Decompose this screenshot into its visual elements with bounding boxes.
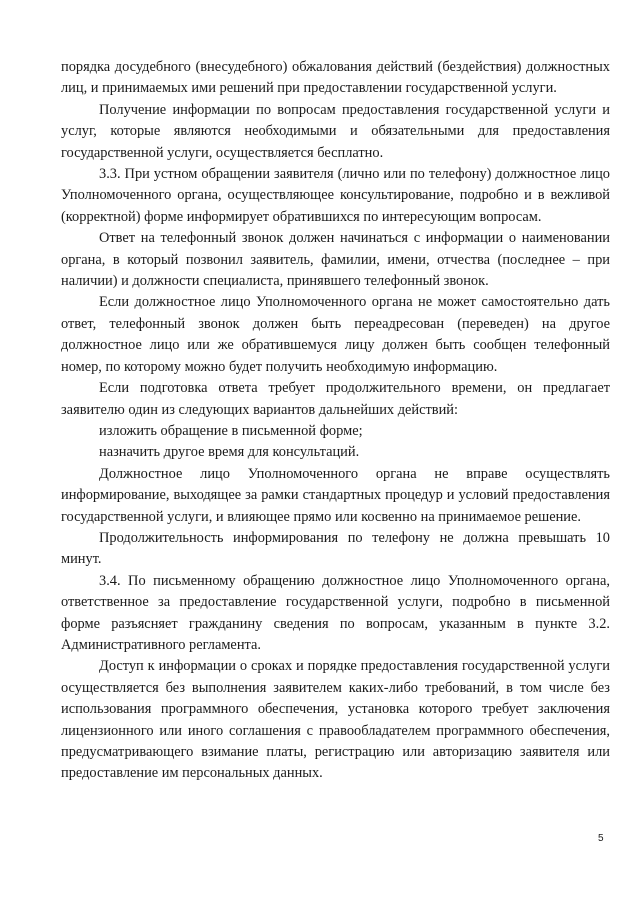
paragraph: Ответ на телефонный звонок должен начинаться с информации о наименовании органа, в который позвонил заявитель, фамилии, имени, отчества (последнее – при наличии) и должности специалиста, принявшего телефонный звонок. xyxy=(61,230,610,290)
body-text xyxy=(61,57,610,785)
paragraph: порядка досудебного (внесудебного) обжалования действий (бездействия) должностных лиц, и принимаемых ими решений при предоставлении государственной услуги. xyxy=(61,59,610,97)
page-number: 5 xyxy=(598,833,604,844)
paragraph: Получение информации по вопросам предоставления государственной услуги и услуг, которые являются необходимыми и обязательными для предоставления государственной услуги, осуществляется бесплатно. xyxy=(61,101,610,161)
list-item: назначить другое время для консультаций. xyxy=(99,444,360,461)
paragraph: 3.3. При устном обращении заявителя (лично или по телефону) должностное лицо Уполномоченного органа, осуществляющее консультирование, подробно и в вежливой (корректной) форме информирует обратившихся по интересующим вопросам. xyxy=(61,166,610,225)
paragraph: Продолжительность информирования по телефону не должна превышать 10 минут. xyxy=(61,529,610,568)
paragraph: Если подготовка ответа требует продолжительного времени, он предлагает заявителю один из следующих вариантов дальнейших действий: xyxy=(61,380,610,418)
list-item: изложить обращение в письменной форме; xyxy=(99,422,363,439)
paragraph: Должностное лицо Уполномоченного органа не вправе осуществлять информирование, выходящее за рамки стандартных процедур и условий предоставления государственной услуги, и влияющее прямо или косвенно на принимаемое решение. xyxy=(61,465,610,525)
paragraph: Если должностное лицо Уполномоченного органа не может самостоятельно дать ответ, телефонный звонок должен быть переадресован (переведен) на другое должностное лицо или же обратившемуся лицу должен быть сообщен телефонный номер, по которому можно будет получить необходимую информацию. xyxy=(61,294,610,375)
paragraph: Доступ к информации о сроках и порядке предоставления государственной услуги осуществляется без выполнения заявителем каких-либо требований, в том числе без использования программного обеспечения, установка которого требует заключения лицензионного или иного соглашения с правообладателем программного обеспечения, предусматривающего взимание платы, регистрацию или авторизацию заявителя или предоставление им персональных данных. xyxy=(61,658,610,782)
paragraph: 3.4. По письменному обращению должностное лицо Уполномоченного органа, ответственное за предоставление государственной услуги, подробно в письменной форме разъясняет гражданину сведения по вопросам, указанным в пункте 3.2. Административного регламента. xyxy=(61,572,610,653)
